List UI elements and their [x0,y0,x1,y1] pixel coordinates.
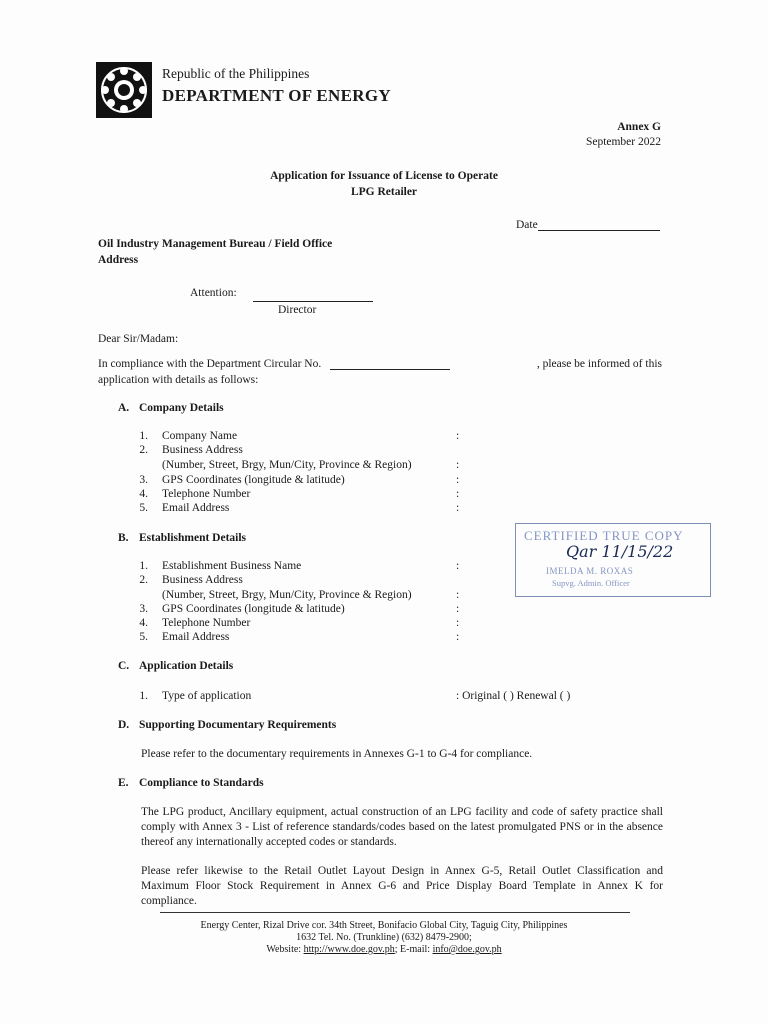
section-e-paragraph-2: Please refer likewise to the Retail Outlet Layout Design in Annex G-5, Retail Outlet Classification and Maximum Floor Stock Requirement in Annex G-6 and Price Display Board Template in Annex K for compliance. [141,865,663,907]
footer-address: Energy Center, Rizal Drive cor. 34th Street, Bonifacio Global City, Taguig City, Philippines [200,920,568,931]
b-gps-label: GPS Coordinates (longitude & latitude) [162,603,345,615]
addressee-address: Address [98,254,139,266]
b-business-address-label: Business Address [162,574,243,586]
colon: : [456,488,460,500]
c-application-type-options[interactable]: : Original ( ) Renewal ( ) [456,690,571,702]
stamp-title: CERTIFIED TRUE COPY [524,528,684,543]
section-e-title: Compliance to Standards [139,777,264,789]
section-a-title: Company Details [139,402,224,414]
c-item-num: 1. [139,690,148,702]
section-a-letter: A. [118,402,130,414]
colon: : [456,589,460,601]
section-c-letter: C. [118,660,130,672]
date-field[interactable] [516,219,660,231]
colon: : [456,459,460,471]
b-item-num: 3. [139,603,148,615]
intro-line-2: application with details as follows: [98,374,259,386]
colon: : [456,502,460,514]
a-item-num: 4. [139,488,148,500]
a-telephone-label: Telephone Number [162,488,251,500]
colon: : [456,430,460,442]
a-business-address-label: Business Address [162,444,243,456]
a-item-num: 1. [139,430,148,442]
colon: : [456,631,460,643]
document-subtitle: LPG Retailer [350,186,418,198]
certified-true-copy-stamp [515,523,711,597]
b-email-label: Email Address [162,631,230,643]
a-item-num: 2. [139,444,148,456]
footer-email-label: ; E-mail: [394,944,433,955]
annex-label: Annex G [617,121,661,133]
section-d-letter: D. [118,719,130,731]
a-gps-label: GPS Coordinates (longitude & latitude) [162,474,345,486]
date-label: Date [516,219,538,231]
date-blank[interactable] [538,230,660,231]
section-c-title: Application Details [139,660,234,672]
section-e-paragraph-1: The LPG product, Ancillary equipment, actual construction of an LPG facility and code of safety practice shall comply with Annex 3 - List of reference standards/codes based on the latest promulgated PNS or in the absence thereof any internationally accepted codes or standards. [141,806,663,848]
b-address-format-label: (Number, Street, Brgy, Mun/City, Province & Region) [162,589,412,601]
republic-heading: Republic of the Philippines [162,66,310,81]
annex-date: September 2022 [585,136,661,148]
addressee-office: Oil Industry Management Bureau / Field Office [98,238,333,250]
colon: : [456,603,460,615]
stamp-name: IMELDA M. ROXAS [546,566,634,576]
salutation: Dear Sir/Madam: [98,333,179,345]
c-application-type-label: Type of application [162,690,252,702]
department-heading: DEPARTMENT OF ENERGY [162,86,391,105]
section-d-text: Please refer to the documentary requirements in Annexes G-1 to G-4 for compliance. [141,748,533,760]
footer-phone: 1632 Tel. No. (Trunkline) (632) 8479-2900; [296,932,472,943]
footer-website-link[interactable]: http://www.doe.gov.ph [303,944,395,955]
stamp-signature: Qar 11/15/22 [566,542,674,561]
footer-website-label: Website: [266,944,304,955]
footer-divider [160,912,630,913]
intro-before: In compliance with the Department Circular No. [98,358,322,370]
a-company-name-label: Company Name [162,430,238,442]
b-item-num: 1. [139,560,148,572]
intro-after: , please be informed of this [536,358,662,370]
section-b-letter: B. [118,532,129,544]
footer-contact [0,944,768,955]
a-item-num: 5. [139,502,148,514]
attention-blank[interactable] [253,288,373,302]
attention-label: Attention: [190,287,237,299]
b-telephone-label: Telephone Number [162,617,251,629]
section-d-title: Supporting Documentary Requirements [139,719,337,731]
doe-seal-icon [96,62,152,118]
section-e-letter: E. [118,777,129,789]
b-establishment-name-label: Establishment Business Name [162,560,302,572]
colon: : [456,560,460,572]
intro-line-1 [98,358,662,370]
a-item-num: 3. [139,474,148,486]
attention-role: Director [278,304,317,316]
colon: : [456,617,460,629]
document-title: Application for Issuance of License to Operate [270,170,498,182]
circular-number-blank[interactable] [330,369,450,370]
footer-email-link[interactable]: info@doe.gov.ph [432,944,502,955]
b-item-num: 2. [139,574,148,586]
section-b-title: Establishment Details [139,532,247,544]
colon: : [456,474,460,486]
a-address-format-label: (Number, Street, Brgy, Mun/City, Province & Region) [162,459,412,471]
b-item-num: 5. [139,631,148,643]
a-email-label: Email Address [162,502,230,514]
b-item-num: 4. [139,617,148,629]
stamp-position: Supvg. Admin. Officer [552,578,630,588]
